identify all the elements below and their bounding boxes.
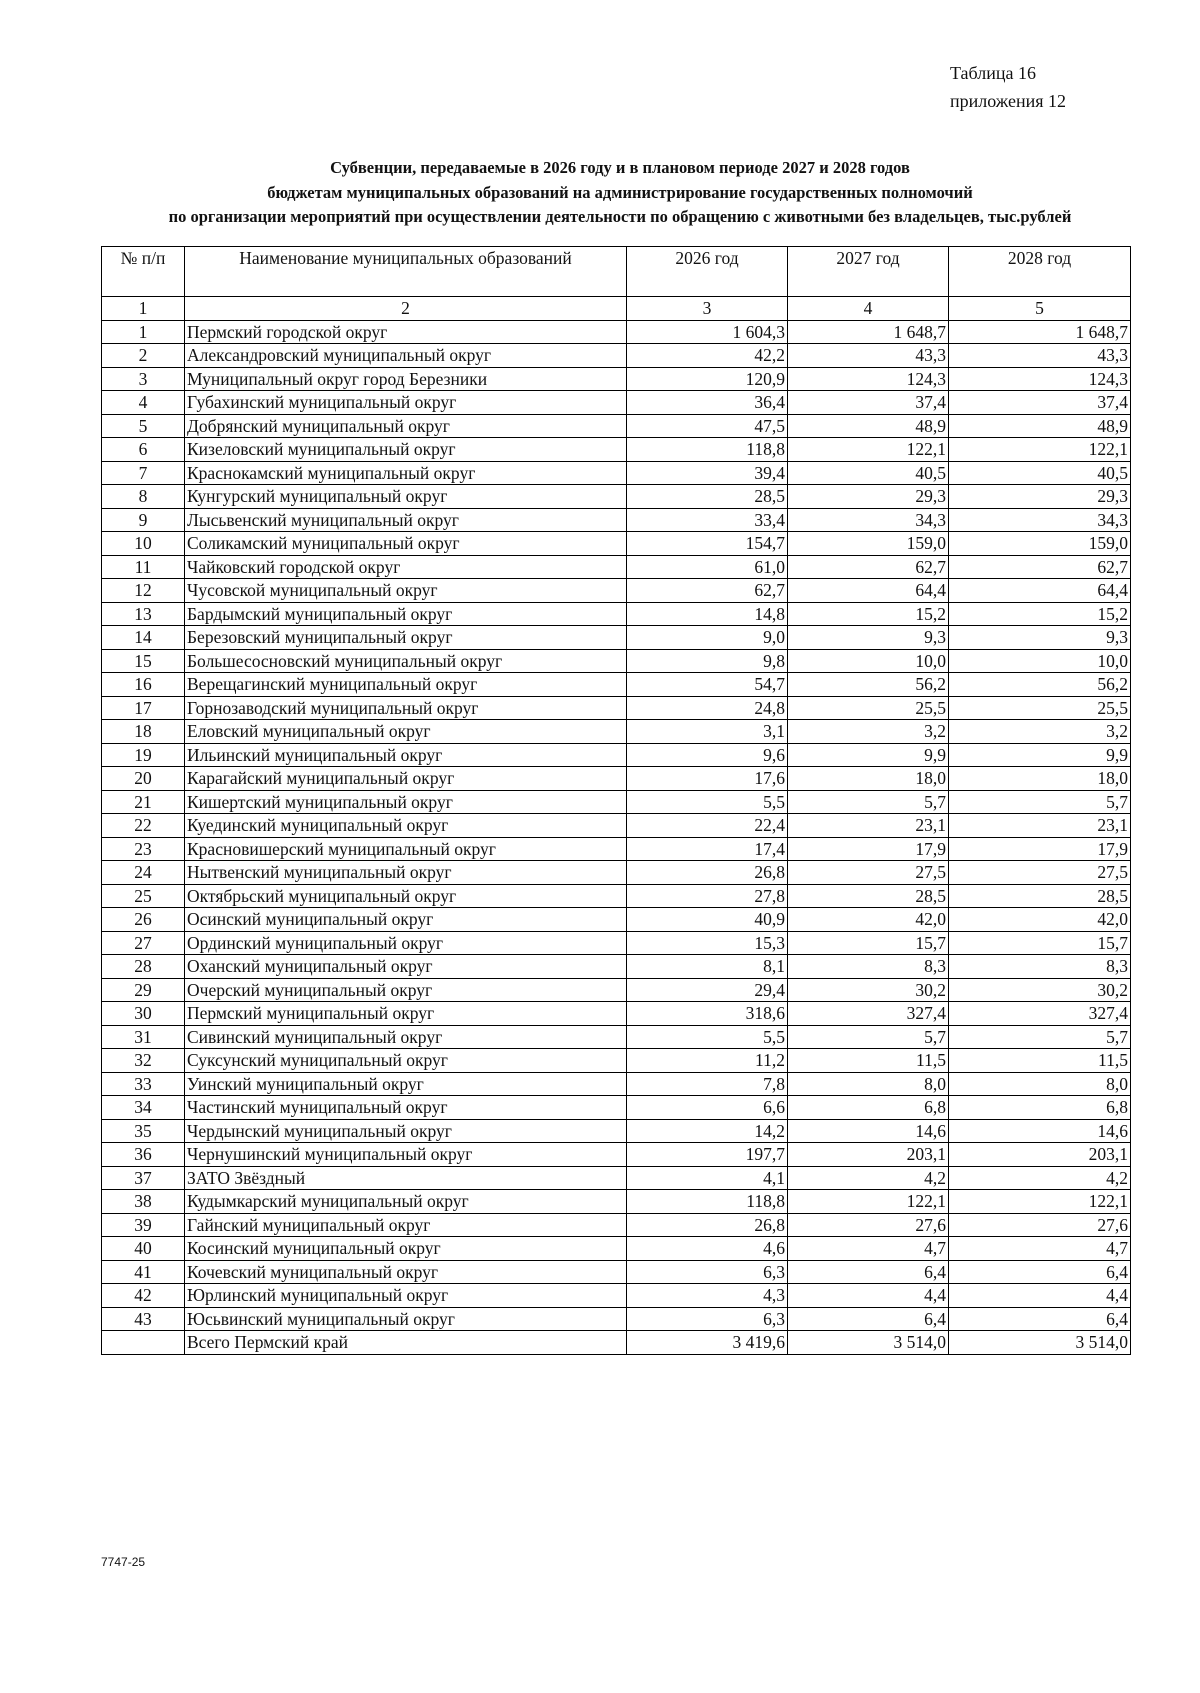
value-2026: 5,5 <box>627 1025 788 1049</box>
table-row <box>102 1049 1131 1073</box>
row-number: 12 <box>102 579 185 603</box>
table-row <box>102 696 1131 720</box>
value-2028: 6,4 <box>949 1307 1131 1331</box>
table-body <box>102 320 1131 1331</box>
table-row <box>102 1002 1131 1026</box>
municipality-name: Куединский муниципальный округ <box>185 814 627 838</box>
municipality-name: Ильинский муниципальный округ <box>185 743 627 767</box>
value-2027: 9,3 <box>788 626 949 650</box>
value-2026: 9,8 <box>627 649 788 673</box>
row-number: 11 <box>102 555 185 579</box>
value-2027: 62,7 <box>788 555 949 579</box>
municipality-name: Краснокамский муниципальный округ <box>185 461 627 485</box>
municipality-name: Частинский муниципальный округ <box>185 1096 627 1120</box>
value-2028: 159,0 <box>949 532 1131 556</box>
value-2026: 33,4 <box>627 508 788 532</box>
row-number: 23 <box>102 837 185 861</box>
row-number: 19 <box>102 743 185 767</box>
row-number: 18 <box>102 720 185 744</box>
value-2027: 8,0 <box>788 1072 949 1096</box>
value-2026: 47,5 <box>627 414 788 438</box>
value-2028: 122,1 <box>949 1190 1131 1214</box>
value-2026: 118,8 <box>627 1190 788 1214</box>
municipality-name: Кочевский муниципальный округ <box>185 1260 627 1284</box>
municipality-name: Соликамский муниципальный округ <box>185 532 627 556</box>
row-number: 7 <box>102 461 185 485</box>
value-2028: 4,7 <box>949 1237 1131 1261</box>
value-2026: 3,1 <box>627 720 788 744</box>
value-2027: 15,2 <box>788 602 949 626</box>
value-2028: 15,7 <box>949 931 1131 955</box>
column-number: 3 <box>627 297 788 321</box>
value-2027: 6,4 <box>788 1307 949 1331</box>
value-2028: 11,5 <box>949 1049 1131 1073</box>
row-number: 15 <box>102 649 185 673</box>
municipality-name: Гайнский муниципальный округ <box>185 1213 627 1237</box>
value-2026: 24,8 <box>627 696 788 720</box>
row-number: 9 <box>102 508 185 532</box>
row-number: 27 <box>102 931 185 955</box>
value-2026: 6,3 <box>627 1307 788 1331</box>
value-2027: 122,1 <box>788 1190 949 1214</box>
value-2026: 27,8 <box>627 884 788 908</box>
row-number: 26 <box>102 908 185 932</box>
row-number: 13 <box>102 602 185 626</box>
table-row <box>102 1190 1131 1214</box>
row-number: 3 <box>102 367 185 391</box>
value-2028: 10,0 <box>949 649 1131 673</box>
table-row <box>102 1237 1131 1261</box>
value-2026: 39,4 <box>627 461 788 485</box>
value-2027: 28,5 <box>788 884 949 908</box>
value-2026: 42,2 <box>627 344 788 368</box>
municipality-name: Кунгурский муниципальный округ <box>185 485 627 509</box>
column-number-row <box>102 297 1131 321</box>
row-number: 21 <box>102 790 185 814</box>
row-number: 14 <box>102 626 185 650</box>
value-2027: 29,3 <box>788 485 949 509</box>
value-2028: 25,5 <box>949 696 1131 720</box>
column-number: 2 <box>185 297 627 321</box>
row-number: 35 <box>102 1119 185 1143</box>
value-2026: 197,7 <box>627 1143 788 1167</box>
municipality-name: Пермский городской округ <box>185 320 627 344</box>
row-number: 43 <box>102 1307 185 1331</box>
row-number: 6 <box>102 438 185 462</box>
value-2026: 120,9 <box>627 367 788 391</box>
value-2026: 61,0 <box>627 555 788 579</box>
municipality-name: Лысьвенский муниципальный округ <box>185 508 627 532</box>
municipality-name: Александровский муниципальный округ <box>185 344 627 368</box>
row-number: 5 <box>102 414 185 438</box>
value-2027: 4,4 <box>788 1284 949 1308</box>
value-2027: 40,5 <box>788 461 949 485</box>
row-number: 36 <box>102 1143 185 1167</box>
value-2026: 29,4 <box>627 978 788 1002</box>
total-num <box>102 1331 185 1355</box>
value-2027: 11,5 <box>788 1049 949 1073</box>
subventions-table <box>101 246 1131 1355</box>
value-2028: 5,7 <box>949 790 1131 814</box>
total-2026: 3 419,6 <box>627 1331 788 1355</box>
value-2028: 5,7 <box>949 1025 1131 1049</box>
value-2028: 9,9 <box>949 743 1131 767</box>
municipality-name: Чайковский городской округ <box>185 555 627 579</box>
table-row <box>102 626 1131 650</box>
table-row <box>102 955 1131 979</box>
document-code: 7747-25 <box>101 1555 146 1569</box>
header-num: № п/п <box>102 247 185 297</box>
value-2027: 48,9 <box>788 414 949 438</box>
table-row <box>102 1072 1131 1096</box>
value-2026: 5,5 <box>627 790 788 814</box>
value-2028: 29,3 <box>949 485 1131 509</box>
column-number: 5 <box>949 297 1131 321</box>
value-2027: 159,0 <box>788 532 949 556</box>
table-row <box>102 673 1131 697</box>
value-2028: 4,4 <box>949 1284 1131 1308</box>
row-number: 8 <box>102 485 185 509</box>
table-row <box>102 1307 1131 1331</box>
total-2028: 3 514,0 <box>949 1331 1131 1355</box>
value-2027: 42,0 <box>788 908 949 932</box>
value-2028: 34,3 <box>949 508 1131 532</box>
row-number: 20 <box>102 767 185 791</box>
row-number: 1 <box>102 320 185 344</box>
row-number: 39 <box>102 1213 185 1237</box>
table-row <box>102 414 1131 438</box>
value-2027: 122,1 <box>788 438 949 462</box>
municipality-name: Муниципальный округ город Березники <box>185 367 627 391</box>
row-number: 31 <box>102 1025 185 1049</box>
value-2027: 43,3 <box>788 344 949 368</box>
row-number: 34 <box>102 1096 185 1120</box>
value-2027: 4,2 <box>788 1166 949 1190</box>
value-2028: 327,4 <box>949 1002 1131 1026</box>
value-2026: 17,6 <box>627 767 788 791</box>
header-name: Наименование муниципальных образований <box>185 247 627 297</box>
table-row <box>102 1119 1131 1143</box>
total-label: Всего Пермский край <box>185 1331 627 1355</box>
row-number: 17 <box>102 696 185 720</box>
value-2027: 15,7 <box>788 931 949 955</box>
title-line-3: по организации мероприятий при осуществлении деятельности по обращению с животными без владельцев, тыс.рублей <box>168 207 1072 226</box>
table-row <box>102 884 1131 908</box>
value-2026: 14,2 <box>627 1119 788 1143</box>
table-row <box>102 720 1131 744</box>
document-title <box>80 156 1160 230</box>
table-row <box>102 861 1131 885</box>
table-row <box>102 602 1131 626</box>
row-number: 28 <box>102 955 185 979</box>
table-row <box>102 1213 1131 1237</box>
value-2026: 26,8 <box>627 1213 788 1237</box>
table-row <box>102 931 1131 955</box>
value-2026: 9,6 <box>627 743 788 767</box>
value-2026: 118,8 <box>627 438 788 462</box>
value-2027: 3,2 <box>788 720 949 744</box>
value-2026: 6,6 <box>627 1096 788 1120</box>
municipality-name: Бардымский муниципальный округ <box>185 602 627 626</box>
row-number: 33 <box>102 1072 185 1096</box>
value-2028: 56,2 <box>949 673 1131 697</box>
table-row <box>102 555 1131 579</box>
table-row <box>102 391 1131 415</box>
table-row <box>102 743 1131 767</box>
value-2028: 30,2 <box>949 978 1131 1002</box>
header-2026: 2026 год <box>627 247 788 297</box>
row-number: 29 <box>102 978 185 1002</box>
municipality-name: Еловский муниципальный округ <box>185 720 627 744</box>
row-number: 2 <box>102 344 185 368</box>
value-2028: 42,0 <box>949 908 1131 932</box>
title-line-2: бюджетам муниципальных образований на администрирование государственных полномочий <box>267 182 973 202</box>
value-2028: 124,3 <box>949 367 1131 391</box>
municipality-name: Добрянский муниципальный округ <box>185 414 627 438</box>
municipality-name: Карагайский муниципальный округ <box>185 767 627 791</box>
value-2028: 203,1 <box>949 1143 1131 1167</box>
value-2028: 18,0 <box>949 767 1131 791</box>
table-row <box>102 790 1131 814</box>
row-number: 32 <box>102 1049 185 1073</box>
row-number: 16 <box>102 673 185 697</box>
table-row <box>102 579 1131 603</box>
value-2027: 23,1 <box>788 814 949 838</box>
row-number: 24 <box>102 861 185 885</box>
value-2028: 48,9 <box>949 414 1131 438</box>
row-number: 37 <box>102 1166 185 1190</box>
value-2027: 6,4 <box>788 1260 949 1284</box>
value-2026: 8,1 <box>627 955 788 979</box>
table-row <box>102 461 1131 485</box>
value-2028: 15,2 <box>949 602 1131 626</box>
value-2028: 27,5 <box>949 861 1131 885</box>
municipality-name: Кудымкарский муниципальный округ <box>185 1190 627 1214</box>
row-number: 41 <box>102 1260 185 1284</box>
municipality-name: ЗАТО Звёздный <box>185 1166 627 1190</box>
value-2026: 28,5 <box>627 485 788 509</box>
table-row <box>102 1096 1131 1120</box>
title-line-1: Субвенции, передаваемые в 2026 году и в плановом периоде 2027 и 2028 годов <box>330 158 910 177</box>
municipality-name: Чердынский муниципальный округ <box>185 1119 627 1143</box>
value-2028: 9,3 <box>949 626 1131 650</box>
value-2026: 9,0 <box>627 626 788 650</box>
value-2027: 37,4 <box>788 391 949 415</box>
value-2028: 8,0 <box>949 1072 1131 1096</box>
value-2027: 14,6 <box>788 1119 949 1143</box>
value-2028: 3,2 <box>949 720 1131 744</box>
header-2027: 2027 год <box>788 247 949 297</box>
municipality-name: Оханский муниципальный округ <box>185 955 627 979</box>
municipality-name: Губахинский муниципальный округ <box>185 391 627 415</box>
municipality-name: Октябрьский муниципальный округ <box>185 884 627 908</box>
municipality-name: Чусовской муниципальный округ <box>185 579 627 603</box>
municipality-name: Юрлинский муниципальный округ <box>185 1284 627 1308</box>
municipality-name: Сивинский муниципальный округ <box>185 1025 627 1049</box>
row-number: 25 <box>102 884 185 908</box>
row-number: 30 <box>102 1002 185 1026</box>
value-2026: 54,7 <box>627 673 788 697</box>
table-row <box>102 1166 1131 1190</box>
row-number: 42 <box>102 1284 185 1308</box>
value-2028: 6,8 <box>949 1096 1131 1120</box>
municipality-name: Осинский муниципальный округ <box>185 908 627 932</box>
value-2027: 1 648,7 <box>788 320 949 344</box>
value-2028: 1 648,7 <box>949 320 1131 344</box>
value-2027: 8,3 <box>788 955 949 979</box>
total-2027: 3 514,0 <box>788 1331 949 1355</box>
table-row <box>102 649 1131 673</box>
value-2027: 10,0 <box>788 649 949 673</box>
table-row <box>102 1260 1131 1284</box>
value-2028: 28,5 <box>949 884 1131 908</box>
value-2026: 4,1 <box>627 1166 788 1190</box>
municipality-name: Юсьвинский муниципальный округ <box>185 1307 627 1331</box>
value-2026: 6,3 <box>627 1260 788 1284</box>
table-row <box>102 1284 1131 1308</box>
value-2026: 318,6 <box>627 1002 788 1026</box>
municipality-name: Уинский муниципальный округ <box>185 1072 627 1096</box>
value-2027: 124,3 <box>788 367 949 391</box>
municipality-name: Кизеловский муниципальный округ <box>185 438 627 462</box>
value-2026: 4,6 <box>627 1237 788 1261</box>
value-2026: 40,9 <box>627 908 788 932</box>
total-row <box>102 1331 1131 1355</box>
municipality-name: Нытвенский муниципальный округ <box>185 861 627 885</box>
municipality-name: Суксунский муниципальный округ <box>185 1049 627 1073</box>
table-reference <box>950 59 1066 115</box>
municipality-name: Красновишерский муниципальный округ <box>185 837 627 861</box>
table-row <box>102 1025 1131 1049</box>
value-2027: 9,9 <box>788 743 949 767</box>
value-2026: 14,8 <box>627 602 788 626</box>
value-2027: 25,5 <box>788 696 949 720</box>
value-2028: 27,6 <box>949 1213 1131 1237</box>
table-row <box>102 344 1131 368</box>
header-2028: 2028 год <box>949 247 1131 297</box>
appendix-label: приложения 12 <box>950 91 1067 111</box>
table-row <box>102 367 1131 391</box>
value-2028: 17,9 <box>949 837 1131 861</box>
value-2027: 18,0 <box>788 767 949 791</box>
municipality-name: Косинский муниципальный округ <box>185 1237 627 1261</box>
value-2028: 23,1 <box>949 814 1131 838</box>
table-row <box>102 908 1131 932</box>
municipality-name: Горнозаводский муниципальный округ <box>185 696 627 720</box>
value-2026: 154,7 <box>627 532 788 556</box>
column-number: 1 <box>102 297 185 321</box>
value-2028: 8,3 <box>949 955 1131 979</box>
value-2027: 4,7 <box>788 1237 949 1261</box>
municipality-name: Ординский муниципальный округ <box>185 931 627 955</box>
table-row <box>102 320 1131 344</box>
column-number: 4 <box>788 297 949 321</box>
value-2027: 6,8 <box>788 1096 949 1120</box>
value-2028: 37,4 <box>949 391 1131 415</box>
value-2028: 14,6 <box>949 1119 1131 1143</box>
value-2028: 4,2 <box>949 1166 1131 1190</box>
value-2026: 15,3 <box>627 931 788 955</box>
value-2028: 6,4 <box>949 1260 1131 1284</box>
table-row <box>102 767 1131 791</box>
row-number: 4 <box>102 391 185 415</box>
municipality-name: Очерский муниципальный округ <box>185 978 627 1002</box>
value-2026: 26,8 <box>627 861 788 885</box>
municipality-name: Пермский муниципальный округ <box>185 1002 627 1026</box>
table-row <box>102 508 1131 532</box>
value-2027: 27,5 <box>788 861 949 885</box>
value-2026: 36,4 <box>627 391 788 415</box>
row-number: 22 <box>102 814 185 838</box>
value-2026: 4,3 <box>627 1284 788 1308</box>
table-row <box>102 438 1131 462</box>
municipality-name: Верещагинский муниципальный округ <box>185 673 627 697</box>
value-2027: 34,3 <box>788 508 949 532</box>
row-number: 40 <box>102 1237 185 1261</box>
table-row <box>102 837 1131 861</box>
value-2027: 30,2 <box>788 978 949 1002</box>
value-2028: 62,7 <box>949 555 1131 579</box>
value-2027: 27,6 <box>788 1213 949 1237</box>
table-number: Таблица 16 <box>950 63 1036 83</box>
municipality-name: Чернушинский муниципальный округ <box>185 1143 627 1167</box>
table-row <box>102 978 1131 1002</box>
value-2027: 17,9 <box>788 837 949 861</box>
value-2026: 22,4 <box>627 814 788 838</box>
table-row <box>102 814 1131 838</box>
value-2026: 1 604,3 <box>627 320 788 344</box>
value-2028: 43,3 <box>949 344 1131 368</box>
value-2027: 203,1 <box>788 1143 949 1167</box>
value-2026: 62,7 <box>627 579 788 603</box>
row-number: 38 <box>102 1190 185 1214</box>
municipality-name: Березовский муниципальный округ <box>185 626 627 650</box>
value-2027: 64,4 <box>788 579 949 603</box>
table-row <box>102 485 1131 509</box>
row-number: 10 <box>102 532 185 556</box>
table-header-row <box>102 247 1131 297</box>
table-row <box>102 532 1131 556</box>
municipality-name: Кишертский муниципальный округ <box>185 790 627 814</box>
value-2027: 5,7 <box>788 1025 949 1049</box>
value-2028: 122,1 <box>949 438 1131 462</box>
value-2026: 17,4 <box>627 837 788 861</box>
value-2026: 7,8 <box>627 1072 788 1096</box>
value-2028: 40,5 <box>949 461 1131 485</box>
value-2027: 5,7 <box>788 790 949 814</box>
municipality-name: Большесосновский муниципальный округ <box>185 649 627 673</box>
value-2027: 56,2 <box>788 673 949 697</box>
value-2026: 11,2 <box>627 1049 788 1073</box>
value-2028: 64,4 <box>949 579 1131 603</box>
table-row <box>102 1143 1131 1167</box>
value-2027: 327,4 <box>788 1002 949 1026</box>
